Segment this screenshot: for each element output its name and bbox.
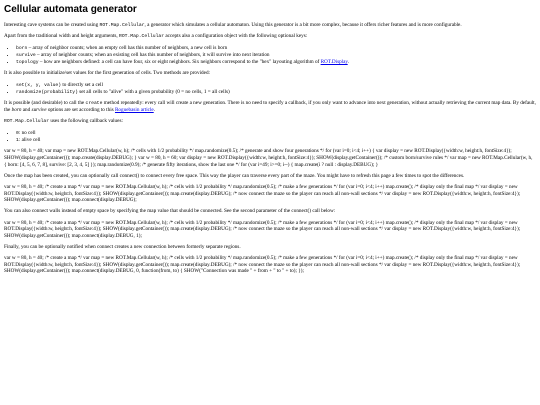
walls-paragraph: You can also connect walls instead of empty space by specifying the map value that should be connected. See the second parameter of the connect() call below: [4, 208, 336, 215]
create-text: and [21, 107, 32, 114]
create-text: options are set according to this [46, 107, 115, 114]
create-text: It is possible (and desirable) to call the [4, 100, 86, 107]
code-example-2: var w = 80, h = 40; /* create a map */ var map = new ROT.Map.Cellular(w, h); /* cells with 1/2 probability */ map.randomize(0.5); /* make a few generations */ for (var i=0; i<4; i++) map.create(); /* display only the final map */ var display = new ROT.Display({width:w, height:h, fontSize:4}); SHOW(display.getContainer()); map.create(display.DEBUG); /* now connect the maze so the player can reach all non-wall sections */ var display = new ROT.Display({width:w, height:h, fontSize:4}); SHOW(display.getContainer()); map.connect(display.DEBUG); [4, 183, 521, 204]
connect-paragraph: Once the map has been created, you can optionally call connect() to connect every free space. This way the player can traverse every part of the maze. You might have to refresh this page a few times to spot the differences. [4, 172, 465, 179]
inline-code: ROT.Map.Cellular [4, 119, 50, 125]
list-item [16, 52, 536, 59]
options-intro-paragraph [4, 33, 536, 40]
method-code: randomize(probability) [16, 89, 78, 95]
list-item [16, 130, 536, 137]
callback-intro-paragraph [4, 118, 536, 125]
method-text: set all cells to "alive" with a given probability (0 = no cells, 1 = all cells) [77, 88, 230, 95]
method-code: set(x, y, value) [16, 82, 62, 88]
page-title: Cellular automata generator [4, 4, 137, 15]
option-code: survive [16, 52, 36, 58]
option-text: – how are neighbors defined: a cell can have four, six or eight neighbors. Six neighbors correspond to the "hex" layouting algorithm of [38, 58, 321, 65]
inline-code: create [85, 101, 103, 107]
callback-code: 0 [16, 130, 19, 136]
intro-text: Interesting cave systems can be created using [4, 21, 100, 28]
emphasis-text: born [11, 107, 22, 114]
notify-paragraph: Finally, you can be optionally notified when connect creates a new connection between formerly separate regions. [4, 244, 241, 250]
options-list [4, 45, 536, 66]
option-text: . [347, 58, 349, 65]
callback-text: : no cell [18, 129, 36, 136]
code-example-4: var w = 80, h = 40; /* create a map */ var map = new ROT.Map.Cellular(w, h); /* cells with 1/2 probability */ map.randomize(0.5); /* make a few generations */ for (var i=0; i<4; i++) map.create(); /* display only the final map */ var display = new ROT.Display({width:w, height:h, fontSize:4}); SHOW(display.getContainer()); map.create(display.DEBUG); /* now connect the maze so the player can reach all non-wall sections */ var display = new ROT.Display({width:w, height:h, fontSize:4}); SHOW(display.getContainer()); map.connect(display.DEBUG, 0, function(from, to) { SHOW("Connection was made " + from + " to " + to); }); [4, 255, 521, 275]
methods-intro-paragraph: It is also possible to initialize/set values for the first generation of cells. Two methods are provided: [4, 70, 210, 77]
intro-text: , a generator which simulates a cellular automaton. Using this generator is a bit more complex, because it offers richer features and is more configurable. [144, 21, 462, 28]
option-code: topology [16, 59, 39, 65]
list-item [16, 82, 536, 89]
option-text: – array of neighbor counts; when an existing cell has this number of neighbors, it will survive into next iteration [35, 51, 270, 58]
create-text: . [153, 107, 156, 114]
emphasis-text: survive [31, 107, 47, 114]
list-item [16, 137, 536, 144]
roguebasin-article-link[interactable]: Roguebasin article [114, 107, 154, 114]
rot-display-link[interactable]: ROT.Display [320, 58, 348, 65]
intro-paragraph [4, 22, 536, 29]
create-paragraph [4, 100, 536, 114]
list-item [16, 45, 536, 52]
create-text: method repeatedly: every call will create a new generation. There is no need to specify a callback, if you only want to advance into next generation, without actually retrieving the current map data. By default, the [4, 100, 536, 114]
callback-text: : alive cell [18, 136, 41, 143]
inline-code: ROT.Map.Cellular [119, 34, 165, 40]
callback-values-list [4, 130, 536, 144]
list-item [16, 59, 536, 66]
method-text: to directly set a cell [61, 81, 103, 88]
options-intro-text: accepts also a configuration object with the following optional keys: [164, 33, 308, 40]
option-text: – array of neighbor counts; when an empty cell has this number of neighbors, a new cell is born [27, 44, 228, 51]
code-example-3: var w = 80, h = 40; /* create a map */ var map = new ROT.Map.Cellular(w, h); /* cells with 1/2 probability */ map.randomize(0.5); /* make a few generations */ for (var i=0; i<4; i++) map.create(); /* display only the final map */ var display = new ROT.Display({width:w, height:h, fontSize:4}); SHOW(display.getContainer()); map.create(display.DEBUG); /* now connect the maze so the player can reach all non-wall sections */ var display = new ROT.Display({width:w, height:h, fontSize:4}); SHOW(display.getContainer()); map.connect(display.DEBUG, 1); [4, 219, 521, 239]
callback-intro-text: uses the following callback values: [49, 118, 123, 125]
inline-code: ROT.Map.Cellular [99, 22, 145, 28]
code-example-1: var w = 80, h = 40; var map = new ROT.Map.Cellular(w, h); /* cells with 1/2 probability */ map.randomize(0.5); /* generate and show four generations */ for (var i=0; i<4; i++) { var display = new ROT.Display({width:w, height:h, fontSize:4}); SHOW(display.getContainer()); map.create(display.DEBUG); } var w = 80, h = 60; var display = new ROT.Display({width:w, height:h, fontSize:4}); SHOW(display.getContainer()); /* custom born/survive rules */ var map = new ROT.Map.Cellular(w, h, { born: [4, 5, 6, 7, 8], survive: [2, 3, 4, 5] }); map.randomize(0.9); /* generate fifty iterations, show the last one */ for (var i=49; i>=0; i--) { map.create(i ? null : display.DEBUG); } [4, 148, 533, 168]
list-item [16, 89, 536, 96]
callback-code: 1 [16, 137, 19, 143]
option-code: born [16, 45, 28, 51]
methods-list [4, 82, 536, 96]
options-intro-text: Apart from the traditional width and height arguments, [4, 33, 120, 40]
